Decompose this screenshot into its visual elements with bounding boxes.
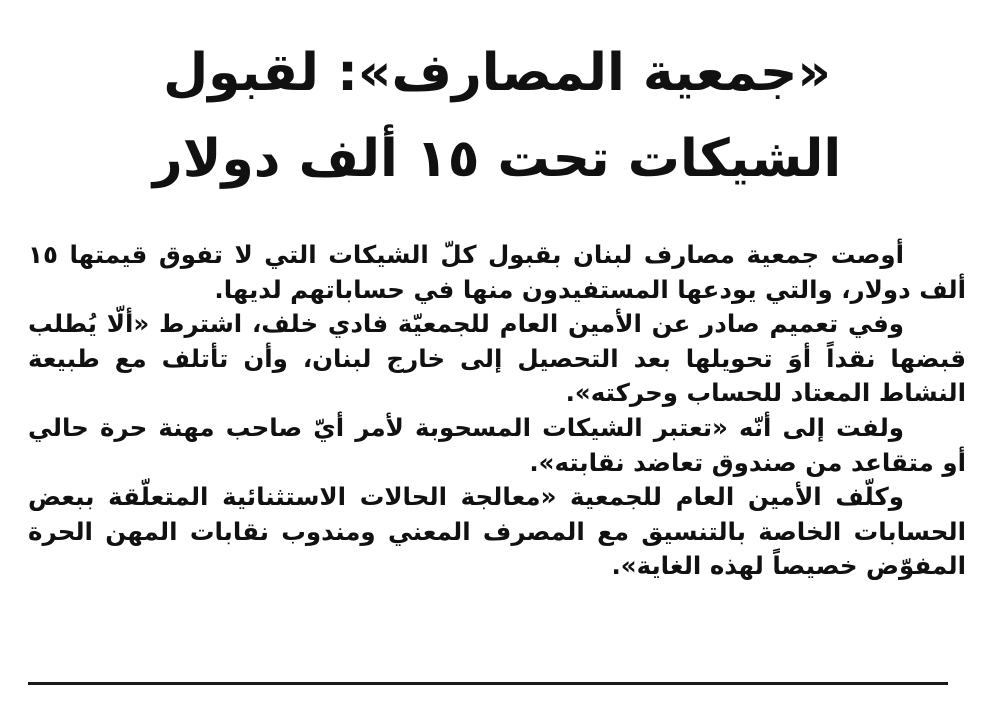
article-body [28, 238, 966, 584]
paragraph-2: وفي تعميم صادر عن الأمين العام للجمعيّة فادي خلف، اشترط «ألّا يُطلب قبضها نقداً أوَ تحويلها بعد التحصيل إلى خارج لبنان، وأن تأتلف مع طبيعة النشاط المعتاد للحساب وحركته». [28, 309, 966, 408]
article-headline [40, 30, 954, 202]
headline-line-2: الشيكات تحت ١٥ ألف دولار [152, 129, 842, 189]
bottom-divider [28, 682, 948, 685]
paragraph-4: وكلّف الأمين العام للجمعية «معالجة الحالات الاستثنائية المتعلّقة ببعض الحسابات الخاصة بالتنسيق مع المصرف المعني ومندوب نقابات المهن الحرة المفوّض خصيصاً لهذه الغاية». [28, 482, 966, 581]
headline-line-1: «جمعية المصارف»: لقبول [163, 43, 831, 103]
paragraph-1: أوصت جمعية مصارف لبنان بقبول كلّ الشيكات التي لا تفوق قيمتها ١٥ ألف دولار، والتي يودعها المستفيدون منها في حساباتهم لديها. [28, 240, 966, 304]
paragraph-3: ولفت إلى أنّه «تعتبر الشيكات المسحوبة لأمر أيّ صاحب مهنة حرة حالي أو متقاعد من صندوق تعاضد نقابته». [28, 412, 966, 477]
